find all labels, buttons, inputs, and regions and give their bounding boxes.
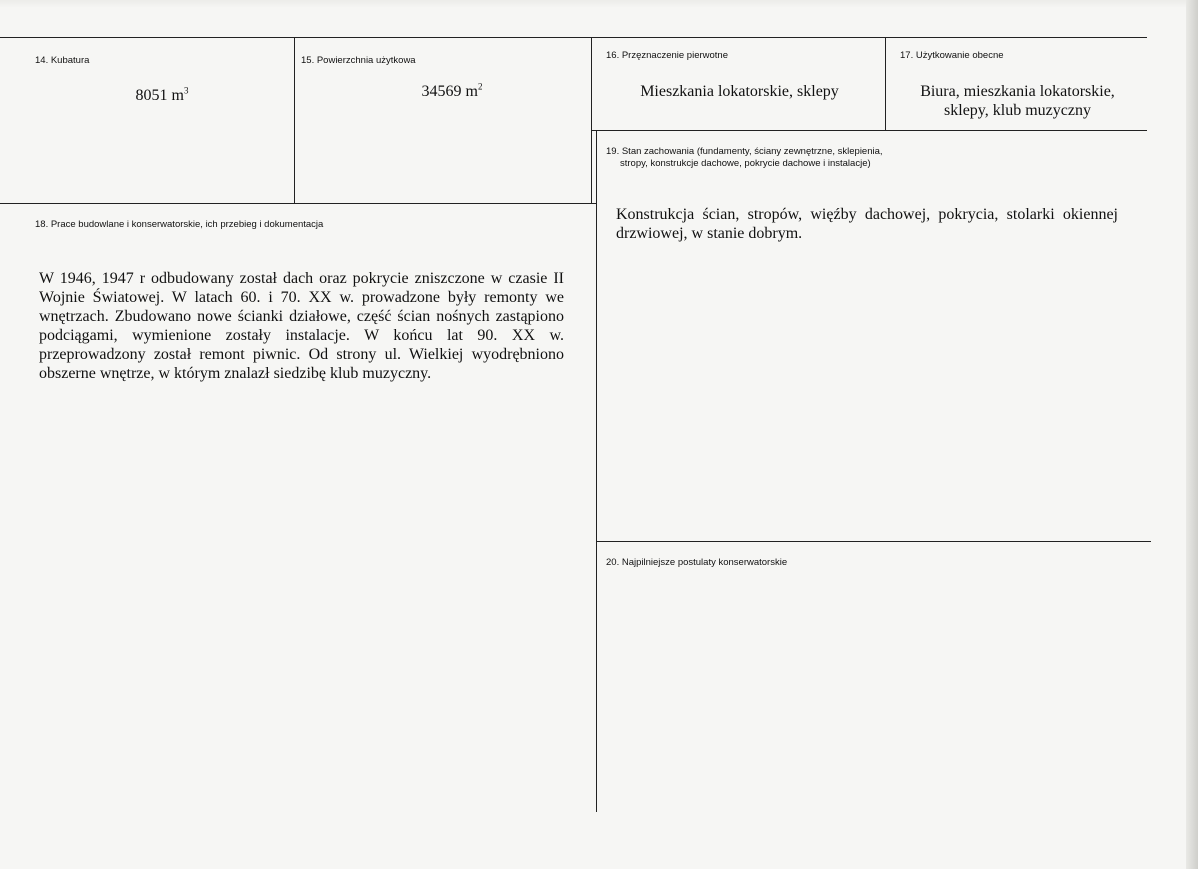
field-14-number: 8051 m [135, 87, 184, 104]
field-17-value [888, 82, 1147, 120]
scan-top-edge [0, 0, 1198, 8]
field-18-label: 18. Prace budowlane i konserwatorskie, ich przebieg i dokumentacja [35, 219, 324, 230]
divider-lower-left-right [596, 130, 597, 812]
scan-right-edge [1186, 0, 1198, 869]
field-14-value [30, 86, 294, 105]
field-19-label [606, 146, 883, 170]
field-15-label: 15. Powierzchnia użytkowa [301, 55, 416, 66]
top-border-line [0, 37, 1147, 38]
divider-left-right [591, 37, 592, 204]
field-15-unit-exponent: 2 [477, 81, 483, 92]
field-14-label: 14. Kubatura [35, 55, 90, 66]
field-16-label: 16. Przęznaczenie pierwotne [606, 50, 728, 61]
divider-16-17 [885, 37, 886, 130]
row-line-16-17-bottom [591, 130, 1147, 131]
field-14-unit-exponent: 3 [183, 85, 189, 96]
field-17-value-line1: Biura, mieszkania lokatorskie, [920, 83, 1115, 100]
field-20-label: 20. Najpilniejsze postulaty konserwatorskie [606, 557, 788, 568]
row-line-14-15-bottom [0, 203, 596, 204]
field-19-label-line2: stropy, konstrukcje dachowe, pokrycie dachowe i instalacje) [620, 158, 871, 169]
field-19-label-line1: 19. Stan zachowania (fundamenty, ściany zewnętrzne, sklepienia, [606, 146, 883, 157]
field-16-value: Mieszkania lokatorskie, sklepy [640, 83, 839, 100]
divider-14-15 [294, 37, 295, 204]
row-line-19-bottom [596, 541, 1151, 542]
field-17-value-line2: sklepy, klub muzyczny [944, 102, 1091, 119]
field-17-label: 17. Użytkowanie obecne [900, 50, 1004, 61]
field-15-number: 34569 m [421, 83, 478, 100]
field-15-value [320, 82, 584, 101]
field-18-value: W 1946, 1947 r odbudowany został dach oraz pokrycie zniszczone w czasie II Wojnie Światowej. W latach 60. i 70. XX w. prowadzone były remonty we wnętrzach. Zbudowano nowe ścianki działowe, część ścian nośnych zastąpiono podciągami, wymienione zostały instalacje. W końcu lat 90. XX w. przeprowadzony został remont piwnic. Od strony ul. Wielkiej wyodrębniono obszerne wnętrze, w którym znalazł siedzibę klub muzyczny. [39, 270, 564, 382]
field-19-value: Konstrukcja ścian, stropów, więźby dachowej, pokrycia, stolarki okiennej drzwiowej, w stanie dobrym. [616, 206, 1118, 242]
